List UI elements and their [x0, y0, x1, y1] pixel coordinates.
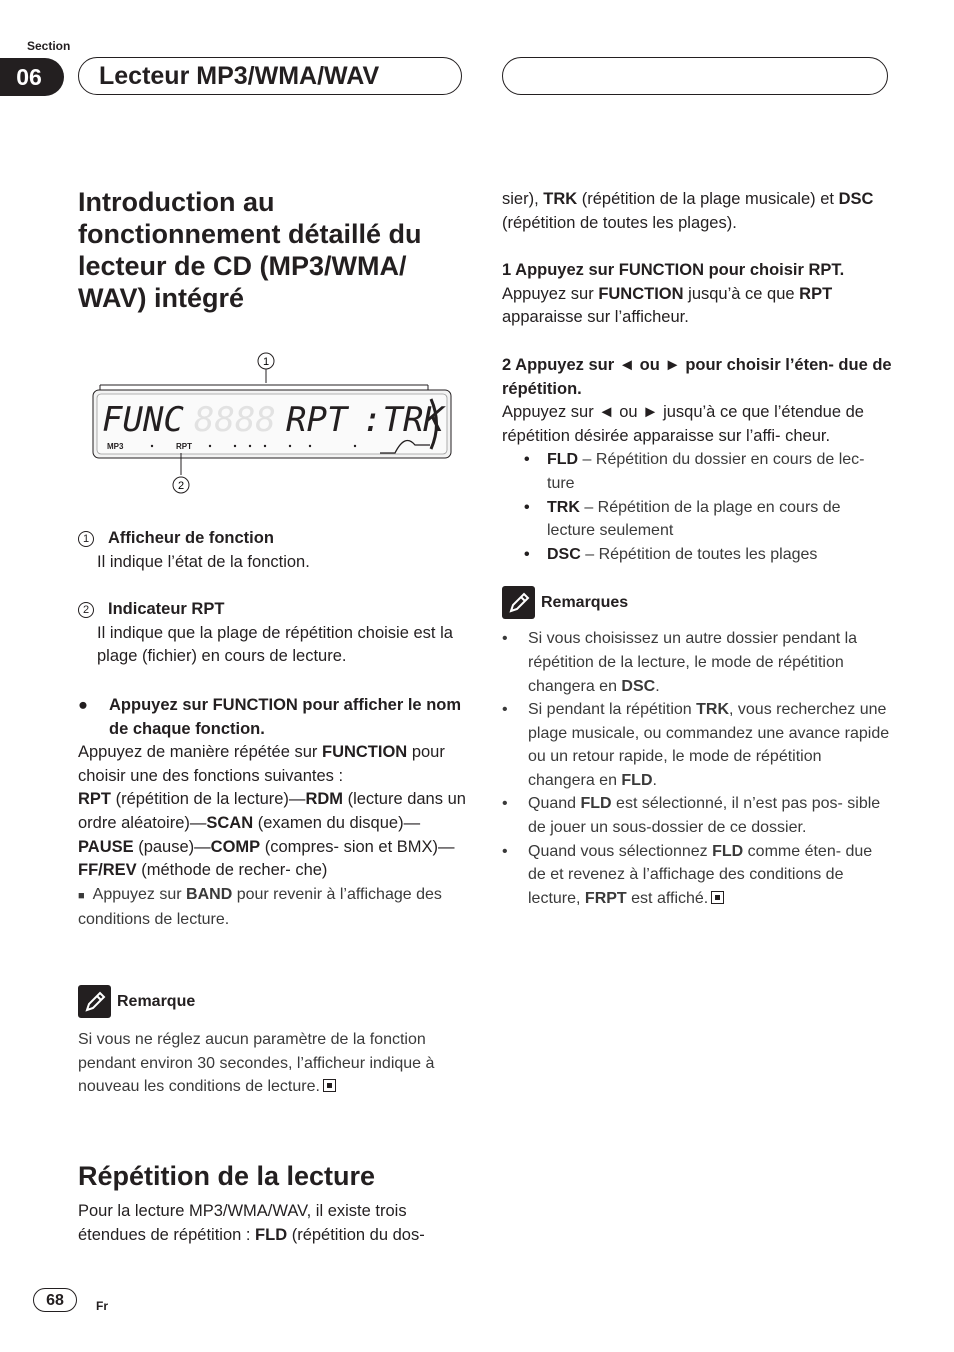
step-1-run: apparaisse sur l’afficheur.: [502, 308, 689, 327]
continued-run: (répétition de toutes les plages).: [502, 213, 737, 232]
remarks-title: Remarques: [541, 594, 629, 612]
square-note-b: BAND: [186, 885, 233, 903]
remark-run: DSC: [621, 677, 656, 695]
section-number: 06: [0, 58, 64, 96]
end-mark-icon: [323, 1079, 336, 1092]
repeat-heading: Répétition de la lecture: [78, 1161, 376, 1191]
function-list-run: (lecture dans un ordre aléatoire)—: [78, 790, 466, 832]
remark-item: [502, 698, 892, 792]
legend-2-body: Il indique que la plage de répétition choisie est la plage (fichier) en cours de lecture.: [97, 623, 453, 666]
square-note-a: Appuyez sur: [92, 885, 187, 903]
remark-item: [502, 627, 892, 698]
display-illustration: [90, 345, 460, 495]
square-note: [78, 883, 468, 932]
callout-2-label: 2: [177, 480, 185, 492]
function-list-para: [78, 788, 468, 882]
remark-run: est sélectionné, il n’est pas pos- sible de jouer un sous-dossier de ce dossier.: [528, 795, 881, 837]
remark-run: .: [652, 771, 657, 789]
legend: [78, 527, 468, 669]
display-svg: [90, 345, 460, 495]
option-text: – Répétition de la plage en cours de lecture seulement: [547, 498, 841, 540]
remark-body-para: [78, 1028, 468, 1099]
continued-para: [502, 188, 892, 235]
remark-body: Si vous ne réglez aucun paramètre de la fonction pendant environ 30 secondes, l’afficheur indique à nouveau les conditions de lecture.: [78, 1031, 435, 1096]
remark-run: .: [655, 677, 660, 695]
square-note-c: pour revenir à l’affichage des conditions de lecture.: [78, 885, 442, 929]
function-list-run: COMP: [210, 837, 261, 856]
function-list-run: RPT: [78, 790, 111, 809]
chapter-title: Lecteur MP3/WMA/WAV: [78, 57, 462, 95]
step-1-title: 1 Appuyez sur FUNCTION pour choisir RPT.: [502, 261, 845, 280]
continued-run: DSC: [838, 190, 874, 208]
function-list-run: (pause)—: [133, 837, 211, 856]
option-text: – Répétition de toutes les plages: [580, 545, 818, 563]
remarks-header: [502, 586, 892, 619]
repeat-option-item: [502, 543, 892, 567]
repeat-c: (répétition du dos-: [287, 1225, 425, 1244]
callout-1-label: 1: [262, 356, 270, 368]
end-mark-icon: [711, 891, 724, 904]
remark-run: comme éten- due de et revenez à l’affichage des conditions de lecture,: [528, 842, 873, 907]
option-key: TRK: [547, 498, 580, 516]
remark-run: Si vous choisissez un autre dossier pendant la répétition de la lecture, le mode de répétition changera en: [528, 630, 858, 695]
display-rpt-indicator: RPT: [176, 442, 192, 451]
function-list-run: (examen du disque)—: [253, 813, 421, 832]
display-rpt-text: RPT: [286, 400, 348, 440]
function-heading-text: Appuyez sur FUNCTION pour afficher le nom de chaque fonction.: [109, 696, 462, 738]
remark-item: [502, 792, 892, 839]
left-column: [78, 186, 468, 314]
display-trk-text: :TRK: [362, 400, 444, 440]
remark-run: Quand vous sélectionnez: [528, 842, 713, 860]
function-list-run: FF/REV: [78, 861, 137, 880]
function-section: [78, 694, 468, 932]
step-1-run: FUNCTION: [598, 284, 684, 303]
option-key: FLD: [547, 451, 579, 469]
function-list-run: (compres- sion et BMX)—: [260, 837, 455, 856]
remark-run: FLD: [621, 771, 653, 789]
legend-1-num: 1: [78, 531, 94, 547]
display-func-text: FUNC: [102, 400, 184, 440]
remark-run: Si pendant la répétition: [528, 701, 697, 719]
continued-run: sier),: [502, 190, 544, 208]
function-para1: [78, 741, 468, 788]
remark-title: Remarque: [117, 992, 196, 1010]
function-list-run: PAUSE: [78, 837, 134, 856]
right-column: [502, 188, 892, 910]
continued-run: TRK: [543, 190, 578, 208]
pencil-notes-icon: [502, 586, 535, 619]
function-list-run: SCAN: [206, 813, 254, 832]
legend-2-title: Indicateur RPT: [108, 600, 225, 619]
step-1-run: Appuyez sur: [502, 284, 599, 303]
para1-b: FUNCTION: [321, 743, 408, 762]
remark-block: [78, 985, 468, 1099]
language-label: Fr: [96, 1299, 108, 1313]
repeat-option-item: [502, 496, 892, 543]
step-1-run: jusqu’à ce que: [683, 284, 800, 303]
legend-1-title: Afficheur de fonction: [108, 529, 274, 547]
step-2-body: Appuyez sur ◄ ou ► jusqu’à ce que l’étendue de répétition désirée apparaisse sur l’affi- cheur.: [502, 403, 864, 445]
header-blank-pill: [502, 57, 888, 95]
repeat-b: FLD: [255, 1225, 288, 1244]
remark-run: TRK: [696, 701, 730, 719]
function-list-run: (répétition de la lecture)—: [111, 790, 306, 809]
remark-run: , vous recherchez une plage musicale, ou commandez une avance rapide ou un retour rapide, le mode de répétition changera en: [528, 701, 890, 789]
step-1-body: [502, 283, 892, 330]
remark-item: [502, 840, 892, 911]
display-ghost-text: 8888: [194, 400, 276, 440]
page-number: 68: [33, 1288, 77, 1312]
remark-run: FRPT: [584, 889, 627, 907]
step-1-run: RPT: [799, 284, 833, 303]
repeat-section: [78, 1160, 468, 1247]
legend-2-num: 2: [78, 602, 94, 618]
repeat-option-item: [502, 448, 892, 495]
repeat-para: [78, 1200, 468, 1247]
option-key: DSC: [547, 545, 581, 563]
remark-run: FLD: [712, 842, 744, 860]
bullet-dot-icon: ●: [78, 696, 88, 714]
remark-run: FLD: [580, 795, 612, 813]
remark-run: est affiché.: [626, 889, 709, 907]
repeat-a: Pour la lecture MP3/WMA/WAV, il existe trois étendues de répétition :: [78, 1202, 407, 1244]
square-icon: ■: [78, 889, 85, 902]
para1-a: Appuyez de manière répétée sur: [78, 743, 322, 762]
function-list-run: RDM: [305, 790, 344, 809]
remark-run: Quand: [528, 795, 581, 813]
function-list-run: (méthode de recher- che): [136, 861, 328, 880]
function-bullet-heading: [78, 694, 468, 741]
remark-header: [78, 985, 468, 1018]
display-mp3-indicator: MP3: [107, 442, 124, 451]
legend-1-body: Il indique l’état de la fonction.: [97, 552, 310, 571]
remarks-list: [502, 627, 892, 910]
step-2-title: 2 Appuyez sur ◄ ou ► pour choisir l’éten- due de répétition.: [502, 355, 892, 398]
pencil-note-icon: [78, 985, 111, 1018]
option-text: – Répétition du dossier en cours de lec- ture: [547, 451, 865, 492]
para1-c: pour choisir une des fonctions suivantes :: [78, 743, 445, 785]
intro-heading: Introduction au fonctionnement détaillé du lecteur de CD (MP3/WMA/ WAV) intégré: [78, 187, 422, 313]
section-label: Section: [27, 39, 71, 53]
continued-run: (répétition de la plage musicale) et: [577, 190, 839, 208]
repeat-options-list: [502, 448, 892, 566]
